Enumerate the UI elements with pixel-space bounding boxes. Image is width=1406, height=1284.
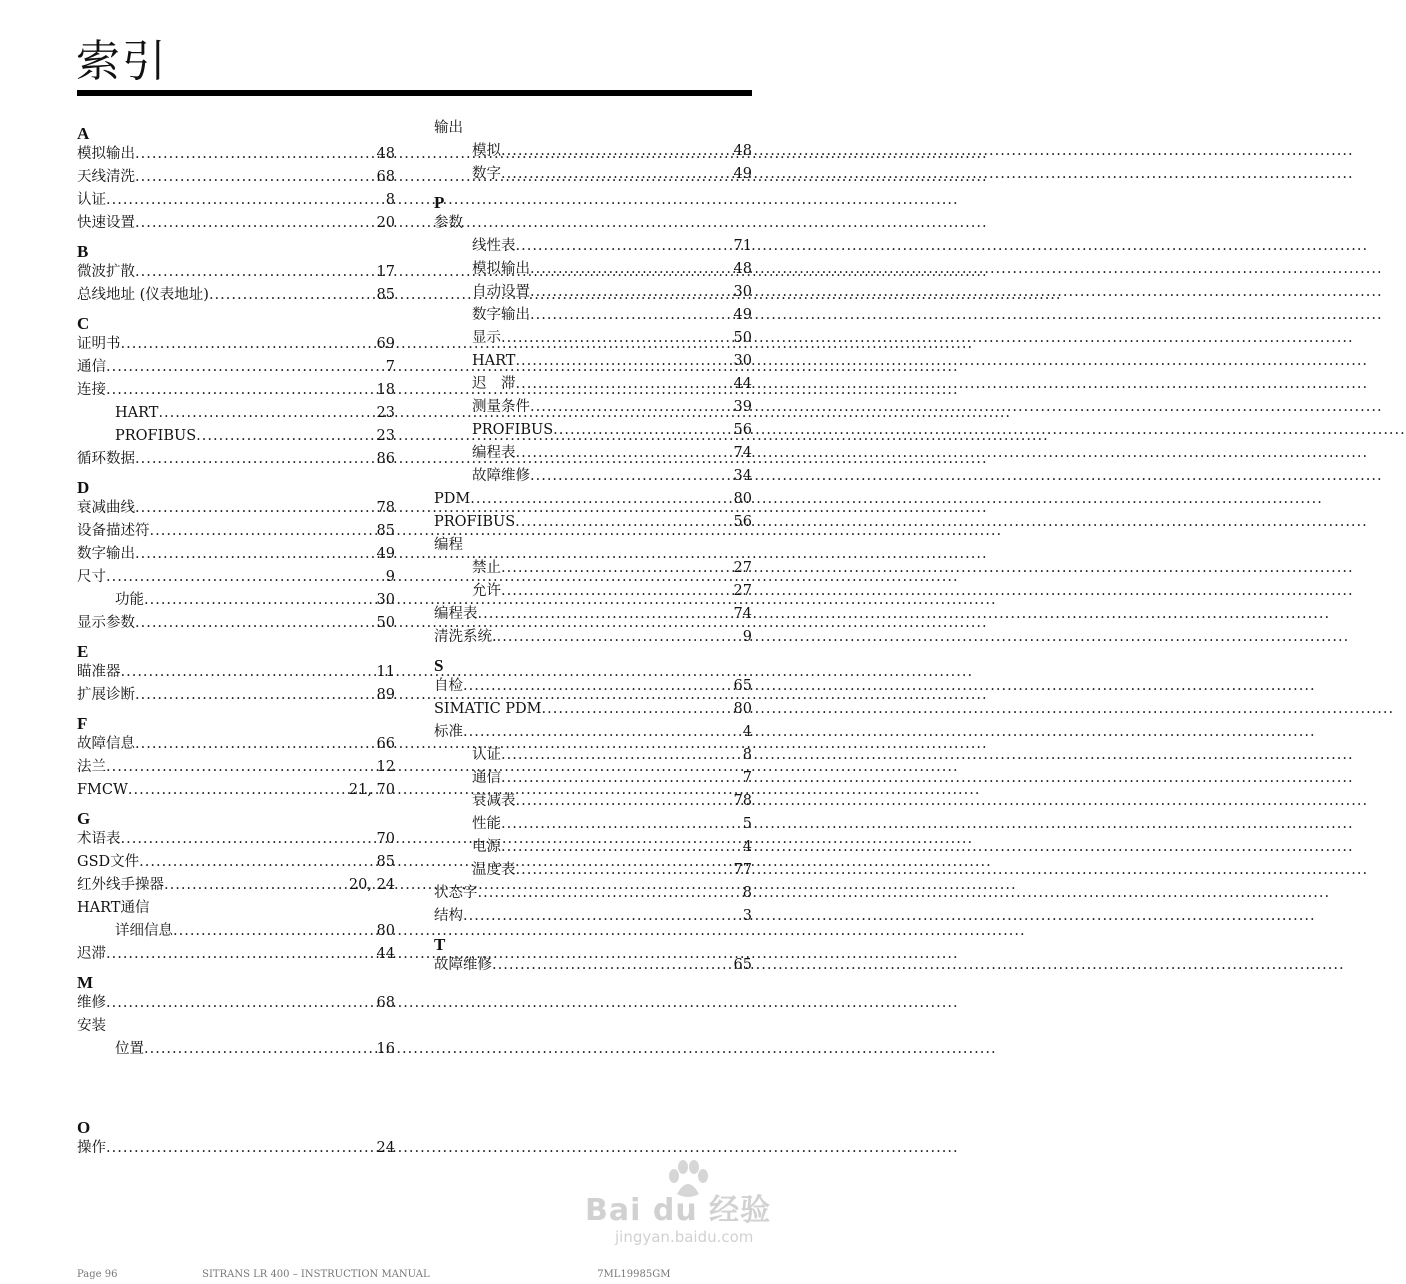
leader-dots bbox=[128, 779, 347, 802]
index-entry bbox=[434, 882, 752, 905]
page-footer bbox=[77, 1262, 752, 1280]
index-letter-o: O bbox=[77, 1118, 91, 1137]
index-entry bbox=[434, 744, 752, 767]
index-term: 数字输出 bbox=[77, 546, 135, 562]
leader-dots bbox=[106, 1137, 375, 1160]
leader-dots bbox=[530, 396, 732, 419]
index-entry bbox=[77, 733, 395, 756]
index-entry bbox=[77, 333, 395, 356]
index-entry bbox=[434, 721, 752, 744]
index-term: 微波扩散 bbox=[77, 264, 135, 280]
index-entry bbox=[77, 261, 395, 284]
leader-dots bbox=[144, 589, 375, 612]
leader-dots bbox=[501, 836, 741, 859]
index-page-number: 65 bbox=[733, 678, 752, 694]
leader-dots bbox=[135, 212, 375, 235]
index-term: 允许 bbox=[472, 583, 501, 599]
index-term: 安装 bbox=[77, 1018, 106, 1034]
index-page-number: 4 bbox=[742, 839, 752, 855]
index-term: 证明书 bbox=[77, 336, 121, 352]
leader-dots bbox=[158, 402, 374, 425]
index-letter-p: P bbox=[434, 193, 445, 212]
index-page-number: 8 bbox=[742, 747, 752, 763]
index-term: 清洗系统. bbox=[434, 629, 497, 645]
leader-dots bbox=[553, 419, 731, 442]
index-entry bbox=[434, 954, 752, 977]
index-term: 天线清洗 bbox=[77, 169, 135, 185]
index-term: 数字 bbox=[472, 166, 501, 182]
index-term: 故障维修 bbox=[472, 468, 530, 484]
index-page-number: 7 bbox=[385, 359, 395, 375]
index-page-number: 80 bbox=[733, 491, 752, 507]
leader-dots bbox=[530, 258, 732, 281]
leader-dots bbox=[501, 767, 741, 790]
leader-dots bbox=[106, 756, 375, 779]
index-term: 快速设置 bbox=[77, 215, 135, 231]
leader-dots bbox=[139, 851, 374, 874]
leader-dots bbox=[530, 465, 732, 488]
index-term: 自检 bbox=[434, 678, 463, 694]
index-entry bbox=[77, 189, 395, 212]
index-term: 模拟 bbox=[472, 143, 501, 159]
leader-dots bbox=[135, 684, 375, 707]
leader-dots bbox=[501, 580, 732, 603]
index-letter-e: E bbox=[77, 642, 89, 661]
index-term: 温度表 bbox=[472, 862, 516, 878]
index-term: 编程表 bbox=[472, 445, 516, 461]
leader-dots bbox=[515, 350, 731, 373]
index-page-number: 12 bbox=[376, 759, 395, 775]
index-term: 迟 滞 bbox=[472, 376, 516, 392]
index-entry bbox=[77, 520, 395, 543]
index-letter-b: B bbox=[77, 242, 89, 261]
leader-dots bbox=[106, 566, 384, 589]
index-page-number: 7 bbox=[742, 770, 752, 786]
index-page-number: 85 bbox=[376, 523, 395, 539]
index-term: GSD文件 bbox=[77, 854, 140, 870]
leader-dots bbox=[106, 356, 384, 379]
index-term: 术语表 bbox=[77, 831, 121, 847]
index-page-number: 34 bbox=[733, 468, 752, 484]
index-entry bbox=[77, 566, 395, 589]
index-term: HART bbox=[115, 405, 159, 421]
index-entry bbox=[434, 212, 752, 235]
index-page-number: 20, 24 bbox=[348, 877, 395, 893]
index-page-number: 16 bbox=[376, 1041, 395, 1057]
index-letter-d: D bbox=[77, 478, 90, 497]
index-entry bbox=[434, 790, 752, 813]
index-entry bbox=[77, 543, 395, 566]
index-page-number: 68 bbox=[376, 995, 395, 1011]
index-entry bbox=[77, 684, 395, 707]
index-term: 认证 bbox=[77, 192, 106, 208]
index-page-number: 70 bbox=[376, 831, 395, 847]
index-page-number: 9 bbox=[742, 629, 752, 645]
leader-dots bbox=[501, 140, 732, 163]
leader-dots bbox=[209, 284, 375, 307]
leader-dots bbox=[135, 143, 375, 166]
index-term: 参数 bbox=[434, 215, 463, 231]
index-page-number: 18 bbox=[376, 382, 395, 398]
index-entry bbox=[77, 379, 395, 402]
leader-dots bbox=[106, 943, 375, 966]
leader-dots bbox=[463, 905, 741, 928]
leader-dots bbox=[135, 448, 375, 471]
index-entry bbox=[434, 557, 752, 580]
index-term: 法兰 bbox=[77, 759, 106, 775]
index-entry bbox=[434, 626, 752, 649]
leader-dots bbox=[164, 874, 347, 897]
leader-dots bbox=[530, 304, 732, 327]
index-entry bbox=[77, 661, 395, 684]
index-page-number: 20 bbox=[376, 215, 395, 231]
index-entry bbox=[77, 284, 395, 307]
index-page-number: 65 bbox=[733, 957, 752, 973]
index-entry bbox=[434, 258, 752, 281]
leader-dots bbox=[463, 675, 732, 698]
index-term: 连接 bbox=[77, 382, 106, 398]
leader-dots bbox=[470, 488, 731, 511]
index-entry bbox=[434, 767, 752, 790]
index-page-number: 48 bbox=[376, 146, 395, 162]
index-page-number: 49 bbox=[733, 307, 752, 323]
index-page-number: 30 bbox=[376, 592, 395, 608]
index-entry bbox=[434, 511, 752, 534]
index-page-number: 3 bbox=[742, 908, 752, 924]
index-entry bbox=[434, 373, 752, 396]
index-entry bbox=[434, 140, 752, 163]
leader-dots bbox=[144, 1038, 375, 1061]
index-term: FMCW bbox=[77, 782, 128, 798]
index-term: 详细信息 bbox=[115, 923, 173, 939]
leader-dots bbox=[516, 859, 732, 882]
index-page-number: 49 bbox=[733, 166, 752, 182]
index-term: HART通信 bbox=[77, 900, 150, 916]
index-letter-f: F bbox=[77, 714, 88, 733]
index-page-number: 27 bbox=[733, 583, 752, 599]
index-term: 线性表 bbox=[472, 238, 516, 254]
index-column-left bbox=[77, 117, 395, 1160]
index-page-number: 71 bbox=[733, 238, 752, 254]
index-term: 性能 bbox=[472, 816, 501, 832]
index-term: 模拟输出 bbox=[472, 261, 530, 277]
index-page-number: 49 bbox=[376, 546, 395, 562]
index-term: 模拟输出 bbox=[77, 146, 135, 162]
index-page-number: 80 bbox=[376, 923, 395, 939]
index-page-number: 56 bbox=[733, 514, 752, 530]
index-page-number: 9 bbox=[385, 569, 395, 585]
index-entry bbox=[434, 442, 752, 465]
leader-dots bbox=[501, 813, 741, 836]
index-term: 衰减曲线 bbox=[77, 500, 135, 516]
index-entry bbox=[434, 419, 752, 442]
index-entry bbox=[77, 920, 395, 943]
leader-dots bbox=[135, 543, 375, 566]
index-term: HART bbox=[472, 353, 516, 369]
index-entry bbox=[77, 356, 395, 379]
index-entry bbox=[434, 813, 752, 836]
index-entry bbox=[434, 281, 752, 304]
index-entry bbox=[434, 859, 752, 882]
index-page-number: 50 bbox=[733, 330, 752, 346]
index-term: 状态字 bbox=[434, 885, 478, 901]
index-entry bbox=[77, 212, 395, 235]
footer-manual: SITRANS LR 400 – INSTRUCTION MANUAL bbox=[202, 1269, 430, 1280]
leader-dots bbox=[196, 425, 374, 448]
index-page-number: 74 bbox=[733, 606, 752, 622]
index-entry bbox=[434, 465, 752, 488]
leader-dots bbox=[501, 163, 732, 186]
index-entry bbox=[77, 851, 395, 874]
leader-dots bbox=[135, 612, 375, 635]
index-term: 通信 bbox=[472, 770, 501, 786]
index-entry bbox=[434, 396, 752, 419]
index-letter-a: A bbox=[77, 124, 90, 143]
index-page-number: 86 bbox=[376, 451, 395, 467]
index-term: 测量条件 bbox=[472, 399, 530, 415]
index-term: 维修 bbox=[77, 995, 106, 1011]
index-entry bbox=[434, 327, 752, 350]
index-letter-s: S bbox=[434, 656, 444, 675]
index-entry bbox=[434, 836, 752, 859]
index-page-number: 21, 70 bbox=[348, 782, 395, 798]
leader-dots bbox=[121, 333, 375, 356]
index-page-number: 44 bbox=[376, 946, 395, 962]
index-term: 循环数据 bbox=[77, 451, 135, 467]
index-entry bbox=[434, 488, 752, 511]
leader-dots bbox=[106, 379, 375, 402]
index-letter-m: M bbox=[77, 973, 94, 992]
leader-dots bbox=[106, 189, 384, 212]
index-term: 编程表 bbox=[434, 606, 478, 622]
index-page-number: 78 bbox=[733, 793, 752, 809]
leader-dots bbox=[463, 721, 741, 744]
index-page-number: 39 bbox=[733, 399, 752, 415]
index-page-number: 8 bbox=[742, 885, 752, 901]
leader-dots bbox=[135, 733, 375, 756]
index-term: 电源 bbox=[472, 839, 501, 855]
index-term: PROFIBUS bbox=[434, 514, 516, 530]
leader-dots bbox=[121, 828, 375, 851]
index-entry bbox=[434, 698, 752, 721]
index-term: 禁止 bbox=[472, 560, 501, 576]
leader-dots bbox=[516, 442, 732, 465]
index-entry bbox=[77, 992, 395, 1015]
baidu-watermark bbox=[585, 1160, 785, 1260]
leader-dots bbox=[530, 281, 732, 304]
index-page-number: 4 bbox=[742, 724, 752, 740]
index-page-number: 24 bbox=[376, 1140, 395, 1156]
footer-page: Page 96 bbox=[77, 1269, 118, 1280]
title-rule bbox=[77, 90, 752, 96]
index-entry bbox=[434, 580, 752, 603]
index-term: 结构 bbox=[434, 908, 463, 924]
leader-dots bbox=[516, 790, 732, 813]
index-page-number: 68 bbox=[376, 169, 395, 185]
leader-dots bbox=[497, 626, 741, 649]
index-entry bbox=[434, 117, 752, 140]
index-term: 标准 bbox=[434, 724, 463, 740]
index-entry bbox=[434, 603, 752, 626]
watermark-url: jingyan.baidu.com bbox=[615, 1228, 754, 1246]
index-entry bbox=[77, 1015, 395, 1038]
index-letter-t: T bbox=[434, 935, 446, 954]
index-term: 迟滞 bbox=[77, 946, 106, 962]
index-term: 编程 bbox=[434, 537, 463, 553]
index-term: PDM bbox=[434, 491, 471, 507]
index-page-number: 50 bbox=[376, 615, 395, 631]
index-entry bbox=[77, 943, 395, 966]
index-page-number: 85 bbox=[376, 854, 395, 870]
index-entry bbox=[434, 905, 752, 928]
index-entry bbox=[77, 612, 395, 635]
index-page-number: 89 bbox=[376, 687, 395, 703]
index-entry bbox=[77, 779, 395, 802]
leader-dots bbox=[492, 954, 732, 977]
index-entry bbox=[77, 402, 395, 425]
index-page-number: 48 bbox=[733, 143, 752, 159]
index-term: 衰减表 bbox=[472, 793, 516, 809]
leader-dots bbox=[106, 992, 375, 1015]
footer-code: 7ML19985GM bbox=[597, 1269, 671, 1280]
index-term: 功能 bbox=[115, 592, 144, 608]
page-title: 索引 bbox=[76, 36, 168, 87]
index-term: 故障维修 bbox=[434, 957, 492, 973]
leader-dots bbox=[135, 497, 375, 520]
leader-dots bbox=[501, 557, 732, 580]
index-page-number: 85 bbox=[376, 287, 395, 303]
index-page-number: 30 bbox=[733, 353, 752, 369]
leader-dots bbox=[121, 661, 375, 684]
leader-dots bbox=[501, 744, 741, 767]
index-term: 认证 bbox=[472, 747, 501, 763]
index-page-number: 23 bbox=[376, 405, 395, 421]
index-entry bbox=[77, 1137, 395, 1160]
index-page-number: 78 bbox=[376, 500, 395, 516]
index-entry bbox=[77, 897, 395, 920]
index-term: 自动设置 bbox=[472, 284, 530, 300]
index-letter-c: C bbox=[77, 314, 90, 333]
leader-dots bbox=[501, 327, 732, 350]
index-page-number: 66 bbox=[376, 736, 395, 752]
index-term: 输出 bbox=[434, 120, 463, 136]
index-page-number: 30 bbox=[733, 284, 752, 300]
index-term: 设备描述符 bbox=[77, 523, 150, 539]
index-entry bbox=[77, 756, 395, 779]
index-entry bbox=[77, 166, 395, 189]
index-entry bbox=[434, 163, 752, 186]
index-entry bbox=[77, 1038, 395, 1061]
index-term: 显示参数 bbox=[77, 615, 135, 631]
index-term: 操作 bbox=[77, 1140, 106, 1156]
index-entry bbox=[434, 675, 752, 698]
index-term: 瞄准器 bbox=[77, 664, 121, 680]
index-column-right bbox=[434, 117, 752, 977]
leader-dots bbox=[173, 920, 375, 943]
index-letter-g: G bbox=[77, 809, 91, 828]
index-term: PROFIBUS bbox=[472, 422, 554, 438]
leader-dots bbox=[542, 698, 732, 721]
leader-dots bbox=[135, 166, 375, 189]
index-page-number: 80 bbox=[733, 701, 752, 717]
index-term: 数字输出 bbox=[472, 307, 530, 323]
index-entry bbox=[77, 143, 395, 166]
index-page-number: 77 bbox=[733, 862, 752, 878]
index-entry bbox=[434, 534, 752, 557]
index-term: SIMATIC PDM bbox=[434, 701, 542, 717]
leader-dots bbox=[478, 603, 732, 626]
watermark-logo: Bai du 经验 bbox=[585, 1193, 772, 1228]
index-entry bbox=[434, 304, 752, 327]
index-page-number: 5 bbox=[742, 816, 752, 832]
index-term: 总线地址 (仪表地址) bbox=[77, 287, 209, 303]
index-term: 尺寸 bbox=[77, 569, 106, 585]
index-page-number: 8 bbox=[385, 192, 395, 208]
index-entry bbox=[77, 497, 395, 520]
index-page-number: 23 bbox=[376, 428, 395, 444]
index-term: 红外线手操器 bbox=[77, 877, 164, 893]
index-entry bbox=[77, 448, 395, 471]
index-entry bbox=[77, 828, 395, 851]
leader-dots bbox=[478, 882, 741, 905]
index-term: 通信 bbox=[77, 359, 106, 375]
leader-dots bbox=[515, 511, 731, 534]
index-page-number: 69 bbox=[376, 336, 395, 352]
index-page-number: 56 bbox=[733, 422, 752, 438]
index-term: 故障信息 bbox=[77, 736, 135, 752]
index-entry bbox=[434, 235, 752, 258]
index-entry bbox=[77, 425, 395, 448]
index-page-number: 48 bbox=[733, 261, 752, 277]
index-entry bbox=[77, 589, 395, 612]
index-page-number: 44 bbox=[733, 376, 752, 392]
index-page-number: 17 bbox=[376, 264, 395, 280]
leader-dots bbox=[150, 520, 375, 543]
index-page-number: 74 bbox=[733, 445, 752, 461]
index-entry bbox=[77, 874, 395, 897]
index-term: PROFIBUS bbox=[115, 428, 197, 444]
leader-dots bbox=[516, 235, 732, 258]
leader-dots bbox=[516, 373, 732, 396]
leader-dots bbox=[135, 261, 375, 284]
index-term: 显示 bbox=[472, 330, 501, 346]
index-term: 位置 bbox=[115, 1041, 144, 1057]
index-page-number: 27 bbox=[733, 560, 752, 576]
index-page-number: 11 bbox=[376, 664, 395, 680]
index-entry bbox=[434, 350, 752, 373]
index-term: 扩展诊断 bbox=[77, 687, 135, 703]
